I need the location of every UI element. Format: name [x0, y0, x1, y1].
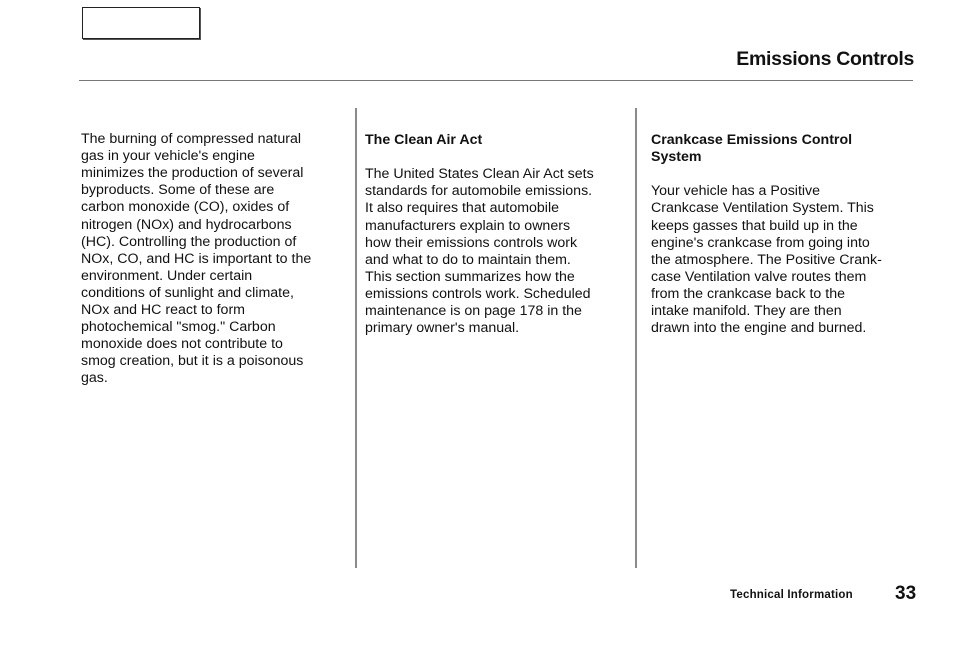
clean-air-act-paragraph: The United States Clean Air Act sets standards for automobile emissions. It also requires that automobile manufacturers explain to owners how their emissions controls work and what to do to maintain them. This section summarizes how the emissions controls work. Scheduled maintenance is on page 178 in the primary owner's manual.: [365, 166, 594, 337]
title-rule: [79, 80, 913, 81]
page-number: 33: [895, 583, 917, 604]
crankcase-paragraph: Your vehicle has a Positive Crankcase Ventilation System. This keeps gasses that build up in the engine's crankcase from going into the atmosphere. The Positive Crank- case Ventilation valve routes them from the crankcase back to the intake manifold. They are then drawn into the engine and burned.: [651, 183, 882, 337]
column-clean-air-act: [365, 114, 631, 354]
column-divider: [635, 108, 637, 568]
intro-paragraph: The burning of compressed natural gas in your vehicle's engine minimizes the production of several byproducts. Some of these are carbon monoxide (CO), oxides of nitrogen (NOx) and hydrocarbons (HC). Controlling the production of NOx, CO, and HC is important to the environment. Under certain conditions of sunlight and climate, NOx and HC react to form photochemical "smog." Carbon monoxide does not contribute to smog creation, but it is a poisonous gas.: [81, 131, 312, 387]
column-intro: [81, 114, 347, 405]
column-crankcase: [651, 114, 917, 354]
clean-air-act-heading: The Clean Air Act: [365, 132, 483, 149]
column-divider: [355, 108, 357, 568]
page-title: Emissions Controls: [736, 48, 914, 70]
crankcase-heading: Crankcase Emissions Control System: [651, 132, 853, 166]
footer-section-name: Technical Information: [730, 589, 853, 601]
section-tab-box: [82, 7, 200, 39]
